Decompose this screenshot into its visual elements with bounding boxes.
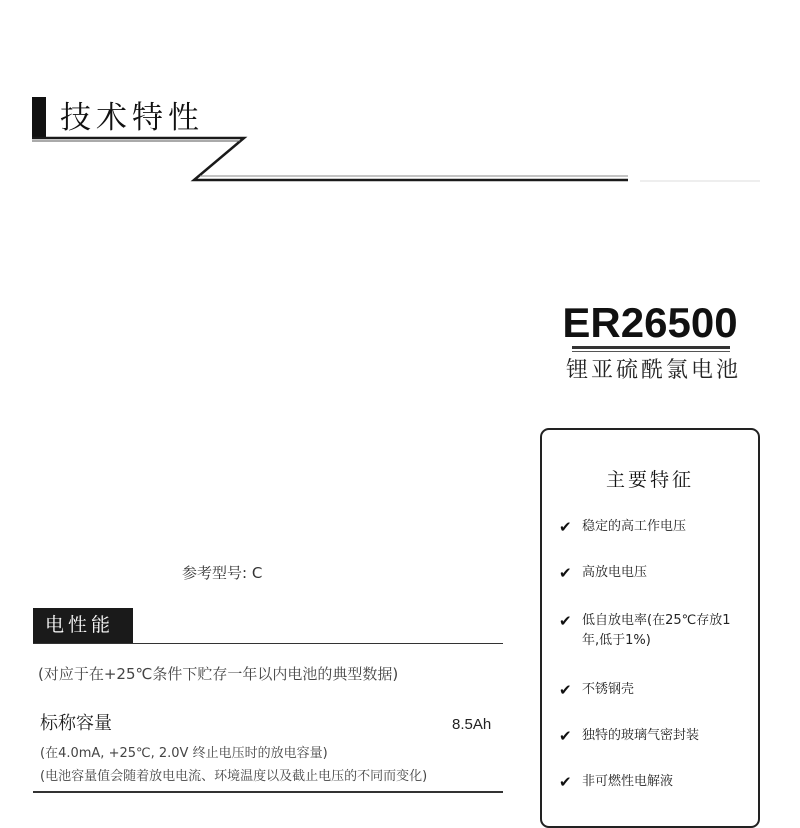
electrical-note: (对应于在+25℃条件下贮存一年以内电池的典型数据)	[38, 665, 399, 683]
check-icon: ✔	[559, 727, 572, 745]
features-title: 主要特征	[605, 469, 694, 491]
feature-item	[559, 726, 747, 746]
model-underline-thin	[572, 351, 730, 352]
section-title: 技术特性	[60, 100, 204, 136]
model-number: ER26500	[562, 299, 738, 346]
reference-model: 参考型号: C	[182, 564, 263, 582]
capacity-variation-note: (电池容量值会随着放电电流、环境温度以及截止电压的不同而变化)	[40, 769, 428, 784]
feature-item	[559, 680, 747, 700]
product-type: 锂亚硫酰氯电池	[566, 358, 742, 383]
feature-text: 独特的玻璃气密封装	[582, 728, 700, 743]
feature-text: 稳定的高工作电压	[582, 519, 687, 534]
check-icon: ✔	[559, 773, 572, 791]
check-icon: ✔	[559, 681, 572, 699]
model-underline	[572, 346, 730, 349]
header-decorative-line	[0, 0, 800, 200]
capacity-condition-note: (在4.0mA, +25℃, 2.0V 终止电压时的放电容量)	[40, 746, 328, 761]
check-icon: ✔	[559, 612, 572, 630]
check-icon: ✔	[559, 564, 572, 582]
feature-text: 低自放电率(在25℃存放1年,低于1%)	[582, 613, 731, 648]
feature-item	[559, 563, 747, 583]
feature-text: 非可燃性电解液	[582, 774, 674, 789]
section-divider	[33, 791, 503, 793]
feature-item	[559, 517, 747, 537]
feature-item	[559, 772, 747, 792]
section-divider	[33, 643, 503, 644]
feature-text: 高放电电压	[582, 565, 648, 580]
feature-text: 不锈钢壳	[582, 682, 635, 697]
feature-item	[559, 611, 747, 651]
capacity-value: 8.5Ah	[452, 716, 492, 733]
check-icon: ✔	[559, 518, 572, 536]
capacity-label: 标称容量	[40, 713, 112, 734]
electrical-section-tab: 电性能	[33, 608, 133, 643]
